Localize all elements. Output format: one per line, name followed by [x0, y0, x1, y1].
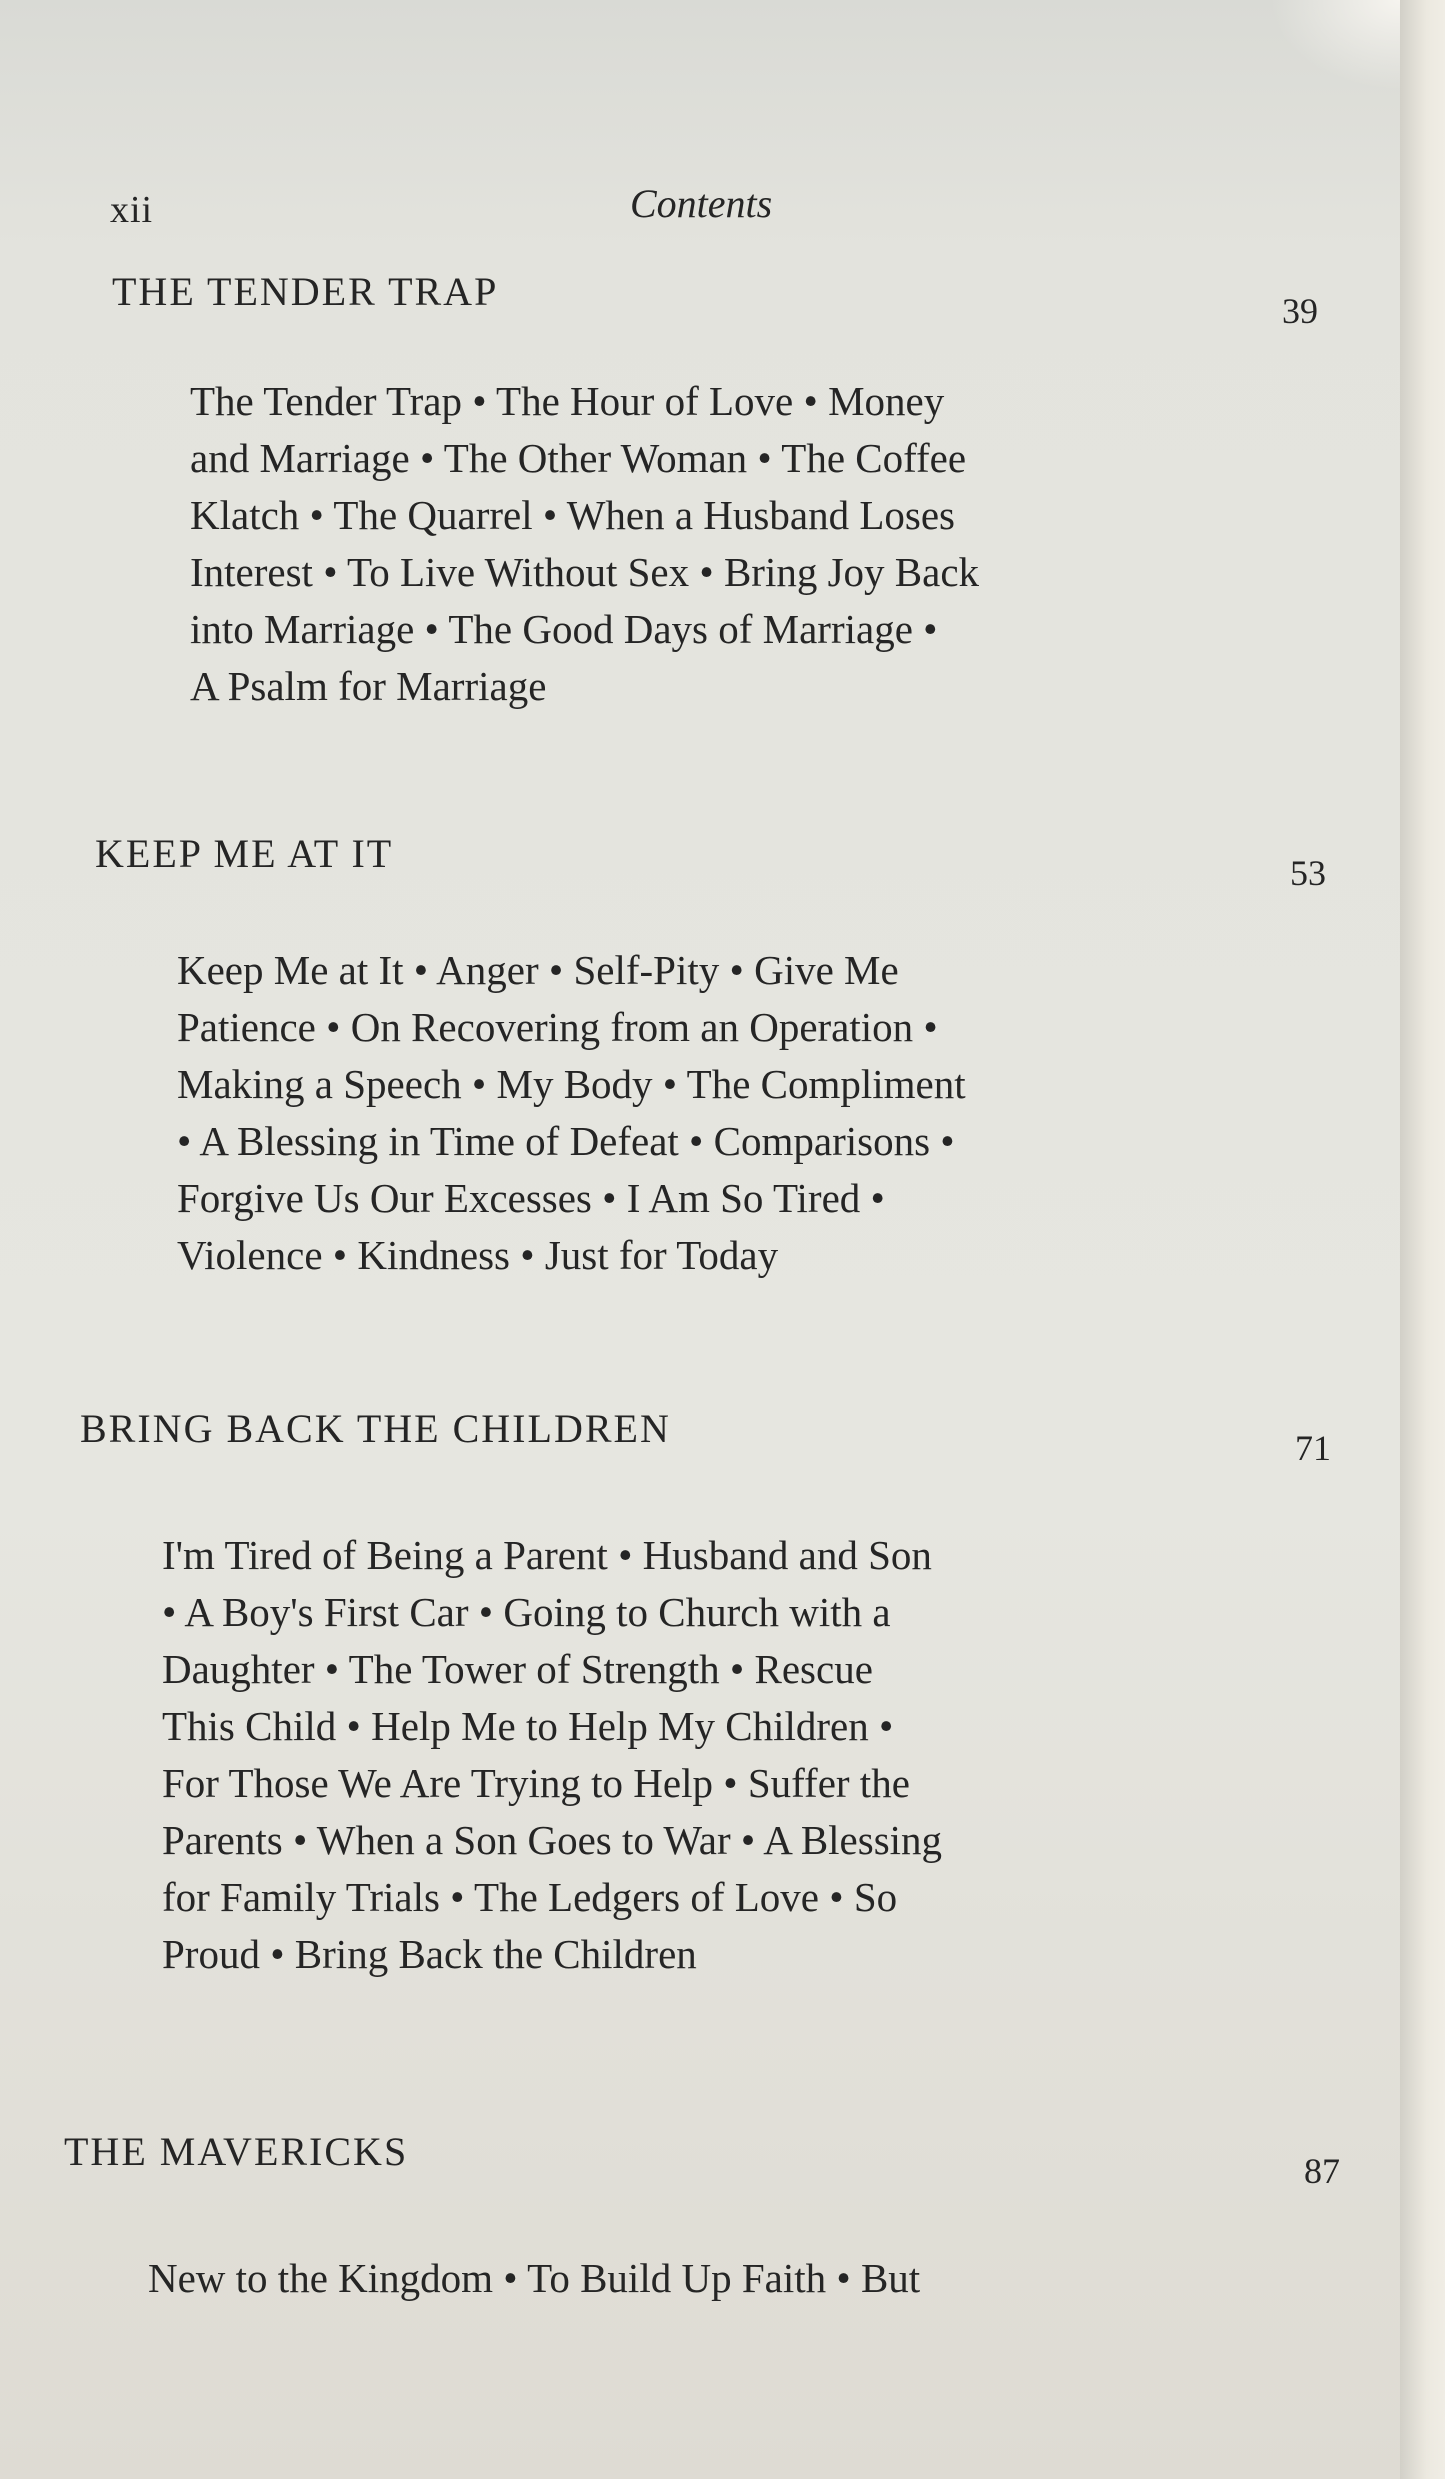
page-edge [1400, 0, 1445, 2479]
section-entries [177, 942, 966, 1284]
section-page-number: 53 [1290, 853, 1326, 893]
entry-line: Parents • When a Son Goes to War • A Blessing [162, 1817, 943, 1863]
entry-line: The Tender Trap • The Hour of Love • Money [190, 378, 945, 424]
entry-line: Proud • Bring Back the Children [162, 1931, 697, 1977]
toc-section-keep-me-at-it [95, 830, 1345, 1300]
section-page-number: 71 [1295, 1428, 1331, 1468]
entry-line: Making a Speech • My Body • The Compliment [177, 1061, 966, 1107]
entry-line: Klatch • The Quarrel • When a Husband Loses [190, 492, 955, 538]
entry-line: New to the Kingdom • To Build Up Faith • But [148, 2255, 921, 2301]
section-title: BRING BACK THE CHILDREN [80, 1406, 671, 1451]
entry-line: Keep Me at It • Anger • Self-Pity • Give Me [177, 947, 899, 993]
section-page-number: 87 [1304, 2151, 1340, 2191]
section-page-number: 39 [1282, 291, 1318, 331]
entry-line: Violence • Kindness • Just for Today [177, 1232, 779, 1278]
entry-line: I'm Tired of Being a Parent • Husband and Son [162, 1532, 932, 1578]
entry-line: For Those We Are Trying to Help • Suffer the [162, 1760, 910, 1806]
section-entries [162, 1527, 942, 1983]
entry-line: and Marriage • The Other Woman • The Coffee [190, 435, 967, 481]
page-header [110, 180, 1260, 240]
section-title: THE MAVERICKS [64, 2129, 409, 2174]
toc-section-the-mavericks [64, 2128, 1354, 2348]
toc-section-bring-back-the-children [80, 1405, 1350, 2025]
entry-line: Patience • On Recovering from an Operation • [177, 1004, 938, 1050]
entry-line: Interest • To Live Without Sex • Bring Joy Back [190, 549, 980, 595]
section-entries [148, 2250, 920, 2307]
section-title: THE TENDER TRAP [112, 269, 499, 314]
toc-section-tender-trap [112, 268, 1342, 728]
entry-line: This Child • Help Me to Help My Children • [162, 1703, 894, 1749]
entry-line: into Marriage • The Good Days of Marriage • [190, 606, 938, 652]
running-head: Contents [630, 181, 773, 226]
page-number: xii [110, 189, 154, 231]
entry-line: Forgive Us Our Excesses • I Am So Tired • [177, 1175, 885, 1221]
entry-line: A Psalm for Marriage [190, 663, 547, 709]
section-entries [190, 373, 979, 715]
entry-line: Daughter • The Tower of Strength • Rescue [162, 1646, 873, 1692]
entry-line: for Family Trials • The Ledgers of Love • So [162, 1874, 898, 1920]
section-title: KEEP ME AT IT [95, 831, 394, 876]
page-corner-shade [1270, 0, 1400, 90]
entry-line: • A Blessing in Time of Defeat • Comparisons • [177, 1118, 955, 1164]
entry-line: • A Boy's First Car • Going to Church with a [162, 1589, 891, 1635]
